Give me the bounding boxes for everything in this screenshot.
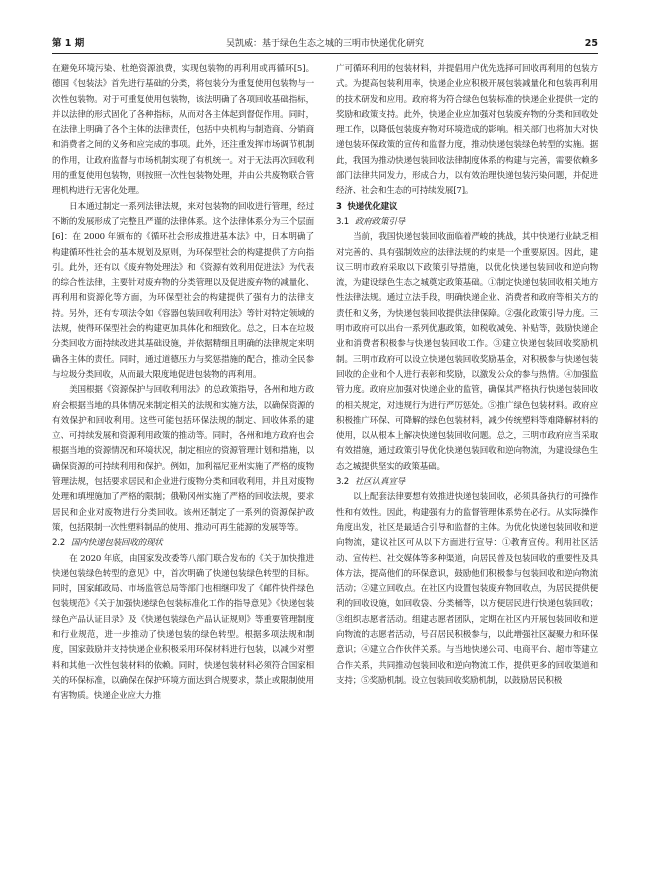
section-2-2-title: 国内快递包装回收的现状	[71, 538, 163, 549]
page-number: 25	[584, 38, 598, 49]
section-2-2-heading	[52, 536, 314, 551]
running-title: 吴凯威：基于绿色生态之城的三明市快递优化研究	[225, 39, 424, 49]
paragraph-domestic-status: 在 2020 年底，由国家发改委等八部门联合发布的《关于加快推进快递包装绿色转型的意见》中，首次明确了快递包装绿色转型的目标。同时，国家邮政局、市场监管总局等部门也相继印发了《邮件快件绿色包装规范》《关于加强快递绿色包装标准化工作的指导意见》《快递包装绿色产品认证目录》及《快递包装绿色产品认证规则》等重要管理制度和行业规范，进一步推动了快递包装的绿色转型。根据多项法规和制度，国家鼓励并支持快递企业积极采用环保材料进行包装，以减少对塑料和其他一次性包装材料的依赖。同时，快递包装材料必须符合国家相关的环保标准，以确保在保护环境方面达到合规要求，禁止或限制使用有害物质。快递企业应大力推	[52, 553, 314, 702]
section-3-2-title: 社区认真宣导	[355, 477, 405, 488]
paragraph-community-outreach: 以上配套法律要想有效推进快递包装回收，必须具备执行的可操作性和有效性。因此，构建强有力的监督管理体系势在必行。从实际操作角度出发，社区是最适合引导和监督的主体。为优化快递包装回收和逆向物流，建议社区可从以下方面进行宣导：①教育宣传。利用社区活动、宣传栏、社交媒体等多种渠道，向居民普及包装回收的重要性及具体方法，提高他们的环保意识，鼓励他们积极参与包装回收和逆向物流活动；②建立回收点。在社区内设置包装废弃物回收点，为居民提供便利的回收设施，如回收袋、分类桶等，以方便居民进行快递包装回收；③组织志愿者活动。组建志愿者团队，定期在社区内开展包装回收和逆向物流的志愿者活动，号召居民积极参与，以此增强社区凝聚力和环保意识；④建立合作伙伴关系。与当地快递公司、电商平台、超市等建立合作关系，共同推动包装回收和逆向物流工作，提供更多的回收渠道和支持；⑤奖励机制。设立包装回收奖励机制，以鼓励居民积极	[336, 492, 598, 686]
right-column	[336, 62, 598, 862]
section-3-2-number: 3.2	[336, 477, 350, 488]
paragraph-domestic-cont: 广可循环利用的包装材料，并提倡用户优先选择可回收再利用的包装方式。为提高包装利用率，快递企业应积极开展包装减量化和包装再利用的技术研发和应用。政府将为符合绿色包装标准的快递企业提供一定的奖励和政策支持。此外，快递企业应加强对包装废弃物的分类和回收处理工作，以降低包装废弃物对环境造成的影响。相关部门也将加大对快递包装环保政策的宣传和监督力度，推动快递包装绿色转型的实施。据此，我国为推动快递包装回收法律制度体系的构建与完善，需要依赖多部门法律共同发力，形成合力，以有效治理快递包装污染问题，并促进经济、社会和生态的可持续发展[7]。	[336, 64, 598, 197]
paragraph-japan: 日本通过制定一系列法律法规，来对包装物的回收进行管理，经过不断的发展形成了完整且严谨的法律体系。这个法律体系分为三个层面[6]：在 2000 年颁布的《循环社会形成推进基本法》中，日本明确了构建循环性社会的基本规划及原则，为环保型社会的构建提供了方向指引。此外，还有以《废弃物处理法》和《资源有效利用促进法》为代表的综合性法律，主要针对废弃物的分类管理以及促进废弃物的减量化、再利用和资源化等方面，为环保型社会的构建提供了强有力的法律支持。另外，还有专项法令如《容器包装回收利用法》等针对特定领域的法规，使得环保型社会的构建更加具体化和细致化。总之，日本在垃圾分类回收方面持续改进其基础设施，并依据精细且明确的法律规定来明确各主体的责任。同时，通过道德压力与奖惩措施的配合，推动全民参与垃圾分类回收，从而最大限度地促进包装物的再利用。	[52, 201, 314, 380]
issue-label: 第 1 期	[52, 38, 85, 49]
section-3-number: 3	[336, 201, 342, 212]
section-3-2-heading	[336, 475, 598, 490]
paragraph-government-policy: 当前，我国快递包装回收面临着严峻的挑战，其中快递行业缺乏相对完善的、具有强制效应的法律法规的约束是一个重要原因。因此，建议三明市政府采取以下政策引导措施，以优化快递包装回收和逆向物流，为建设绿色生态之城奠定政策基础。①制定快递包装回收相关地方性法律法规。通过立法手段，明确快递企业、消费者和政府等相关方的责任和义务，为快递包装回收提供法律保障。②强化政策引导力度。三明市政府可以出台一系列优惠政策，如税收减免、补贴等，鼓励快递企业和消费者积极参与快递包装回收工作。③建立快递包装回收奖励机制。三明市政府可以设立快递包装回收奖励基金，对积极参与快递包装回收的企业和个人进行表彰和奖励，以激发公众的参与热情。④加强监管力度。政府应加强对快递企业的监管，确保其严格执行快递包装回收的相关规定，对违规行为进行严厉惩处。⑤推广绿色包装材料。政府应积极推广环保、可降解的绿色包装材料，减少传统塑料等难降解材料的使用，以从根本上解决快递包装回收问题。总之，三明市政府应当采取有效措施，通过政策引导优化快递包装回收和逆向物流，为建设绿色生态之城提供坚实的政策基础。	[336, 232, 598, 472]
section-3-1-title: 政府政策引导	[355, 216, 405, 227]
section-3-title: 快递优化建议	[347, 201, 398, 212]
paragraph-germany-cont: 在避免环境污染、杜绝资源浪费，实现包装物的再利用或再循环[5]。德国《包装法》首先进行基础的分类，将包装分为重复使用包装物与一次性包装物。对于可重复使用包装物，该法明确了各项回收基础指标，并以法律的形式固化了各种指标，从而对各主体起到督促作用。同时，在法律上明确了各个主体的法律责任，包括中央机构与制造商、分销商和消费者之间的义务和应完成的事项。此外，还注重发挥市场调节机制的作用，让政府监督与市场机制实现了有机统一。对于无法再次回收利用的重复使用包装物，则按照一次性包装物处理，并由公共废物联合管理机构进行无害化处理。	[52, 64, 314, 197]
section-3-1-heading	[336, 215, 598, 230]
left-column	[52, 62, 314, 862]
section-3-heading	[336, 200, 598, 215]
section-3-1-number: 3.1	[336, 216, 350, 227]
paragraph-usa: 美国根据《资源保护与回收利用法》的总政策指导，各州和地方政府会根据当地的具体情况来制定相关的法规和实施方法，以确保资源的有效保护和回收利用。这些可能包括环保法规的制定、回收体系的建立、可持续发展和资源利用政策的推动等。同时，各州和地方政府也会根据当地的资源情况和环境状况，制定相应的资源管理计划和措施，以确保资源的可持续利用和保护。例如，加利福尼亚州实施了严格的废物管理法规，包括要求居民和企业进行废物分类和回收利用，并且对废物处理和填埋施加了严格的限制；俄勒冈州实施了严格的回收法规，要求居民和企业对废物进行分类回收。该州还制定了一系列的资源保护政策，包括限制一次性塑料制品的使用、推动可再生能源的发展等等。	[52, 385, 314, 533]
section-2-2-number: 2.2	[52, 538, 66, 549]
page-header	[52, 37, 598, 54]
